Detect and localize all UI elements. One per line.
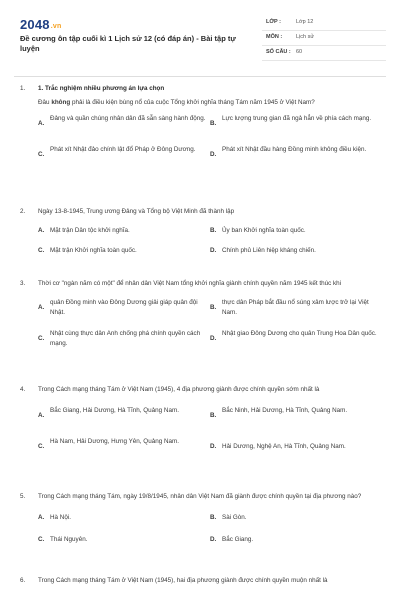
question-stem: Trong Cách mạng tháng Tám ở Việt Nam (1945), 4 địa phương giành được chính quyền sớm nhất là: [38, 386, 320, 393]
question-stem: Thời cơ "ngàn năm có một" để nhân dân Việt Nam tổng khởi nghĩa giành chính quyền năm 1945 kết thúc khi: [38, 280, 342, 287]
option-letter: D.: [210, 443, 217, 450]
question-number: 3.: [20, 280, 26, 287]
question-number: 5.: [20, 493, 26, 500]
option-text: Lực lượng trung gian đã ngả hẳn về phía cách mạng.: [222, 115, 372, 122]
option-letter: A.: [38, 304, 45, 311]
meta-label: LỚP :: [266, 19, 281, 25]
question-stem: Trong Cách mạng tháng Tám ở Việt Nam (1945), hai địa phương giành được chính quyền muộn nhất là: [38, 577, 328, 584]
option-text: Nhật giao Đông Dương cho quân Trung Hoa Dân quốc.: [222, 330, 377, 337]
option-letter: D.: [210, 151, 217, 158]
meta-label: MÔN :: [266, 34, 283, 40]
meta-row-subject: [262, 31, 386, 46]
question-number: 2.: [20, 208, 26, 215]
option-letter: A.: [38, 120, 45, 127]
stem-emphasis: không: [51, 99, 71, 106]
option-letter: D.: [210, 335, 217, 342]
logo-main: 2048: [20, 17, 50, 32]
option-text: Nhật cùng thực dân Anh chống phá chính quyền cách mạng.: [50, 330, 201, 347]
question-4: [20, 385, 380, 460]
question-number: 6.: [20, 577, 26, 584]
option-text: thực dân Pháp bắt đầu nổ súng xâm lược trở lại Việt Nam.: [222, 299, 369, 316]
option-text: Hà Nam, Hải Dương, Hưng Yên, Quảng Nam.: [50, 438, 179, 445]
option-text: Bắc Giang, Hải Dương, Hà Tĩnh, Quảng Nam.: [50, 407, 179, 414]
option-text: Thái Nguyên.: [50, 536, 88, 543]
meta-value: 60: [296, 49, 303, 55]
option-text: Đảng và quần chúng nhân dân đã sẵn sàng hành động.: [50, 115, 206, 122]
header-divider: [14, 76, 386, 77]
question-number: 1.: [20, 85, 26, 92]
option-group: [38, 226, 380, 260]
option-group: [38, 298, 380, 352]
option-text: Mặt trận Khởi nghĩa toàn quốc.: [50, 247, 137, 254]
option-letter: B.: [210, 514, 217, 521]
meta-value: Lớp 12: [296, 19, 314, 25]
option-letter: A.: [38, 514, 45, 521]
stem-text: Đâu: [38, 99, 52, 106]
question-heading: [20, 207, 380, 217]
option-letter: C.: [38, 335, 45, 342]
option-letter: C.: [38, 443, 45, 450]
question-2: [20, 207, 380, 260]
question-heading: [20, 576, 380, 586]
question-stem: Trong Cách mạng tháng Tám, ngày 19/8/1945, nhân dân Việt Nam đã giành được chính quyền tại địa phương nào?: [38, 493, 362, 500]
option-letter: B.: [210, 412, 217, 419]
option-group: [38, 406, 380, 460]
meta-label: SỐ CÂU :: [266, 49, 291, 55]
option-group: [38, 114, 380, 168]
meta-table: [262, 16, 386, 61]
meta-row-count: [262, 46, 386, 61]
option-text: Chính phủ Liên hiệp kháng chiến.: [222, 247, 316, 254]
question-stem: [38, 98, 380, 108]
option-text: Mặt trận Dân tộc khởi nghĩa.: [50, 227, 130, 234]
question-stem: Ngày 13-8-1945, Trung ương Đảng và Tổng bộ Việt Minh đã thành lập: [38, 208, 235, 215]
logo-suffix: .vn: [50, 23, 62, 30]
meta-row-class: [262, 16, 386, 31]
option-text: Sài Gòn.: [222, 514, 247, 521]
document-title: Đề cương ôn tập cuối kì 1 Lịch sử 12 (có đáp án) - Bài tập tự luyện: [20, 34, 236, 53]
question-5: [20, 492, 380, 547]
question-heading: [20, 492, 380, 502]
question-number: 4.: [20, 386, 26, 393]
option-text: Hải Dương, Nghệ An, Hà Tĩnh, Quảng Nam.: [222, 443, 346, 450]
option-letter: B.: [210, 227, 217, 234]
question-3: [20, 279, 380, 352]
site-logo[interactable]: [20, 17, 61, 32]
option-letter: C.: [38, 151, 45, 158]
document-header: [14, 12, 386, 64]
option-text: quân Đồng minh vào Đông Dương giải giáp quân đội Nhật.: [50, 299, 198, 316]
option-letter: A.: [38, 412, 45, 419]
question-heading: [20, 279, 380, 289]
option-letter: C.: [38, 247, 45, 254]
option-letter: C.: [38, 536, 45, 543]
option-letter: B.: [210, 120, 217, 127]
option-group: [38, 513, 380, 547]
option-letter: A.: [38, 227, 45, 234]
option-text: Phát xít Nhật đầu hàng Đồng minh không điều kiện.: [222, 146, 367, 153]
option-text: Hà Nội.: [50, 514, 71, 521]
option-letter: D.: [210, 247, 217, 254]
option-text: Phát xít Nhật đảo chính lật đổ Pháp ở Đông Dương.: [50, 146, 196, 153]
stem-text: phải là điều kiện bùng nổ của cuộc Tổng khởi nghĩa tháng Tám năm 1945 ở Việt Nam?: [70, 99, 315, 106]
question-1: [20, 84, 380, 168]
option-text: Ủy ban Khởi nghĩa toàn quốc.: [222, 227, 306, 234]
option-text: Bắc Giang.: [222, 536, 254, 543]
option-letter: D.: [210, 536, 217, 543]
section-heading: 1. Trắc nghiệm nhiều phương án lựa chọn: [38, 85, 165, 92]
option-letter: B.: [210, 304, 217, 311]
question-heading: [20, 84, 380, 94]
option-text: Bắc Ninh, Hải Dương, Hà Tĩnh, Quảng Nam.: [222, 407, 348, 414]
meta-value: Lịch sử: [296, 34, 315, 40]
question-heading: [20, 385, 380, 395]
question-6: [20, 576, 380, 586]
